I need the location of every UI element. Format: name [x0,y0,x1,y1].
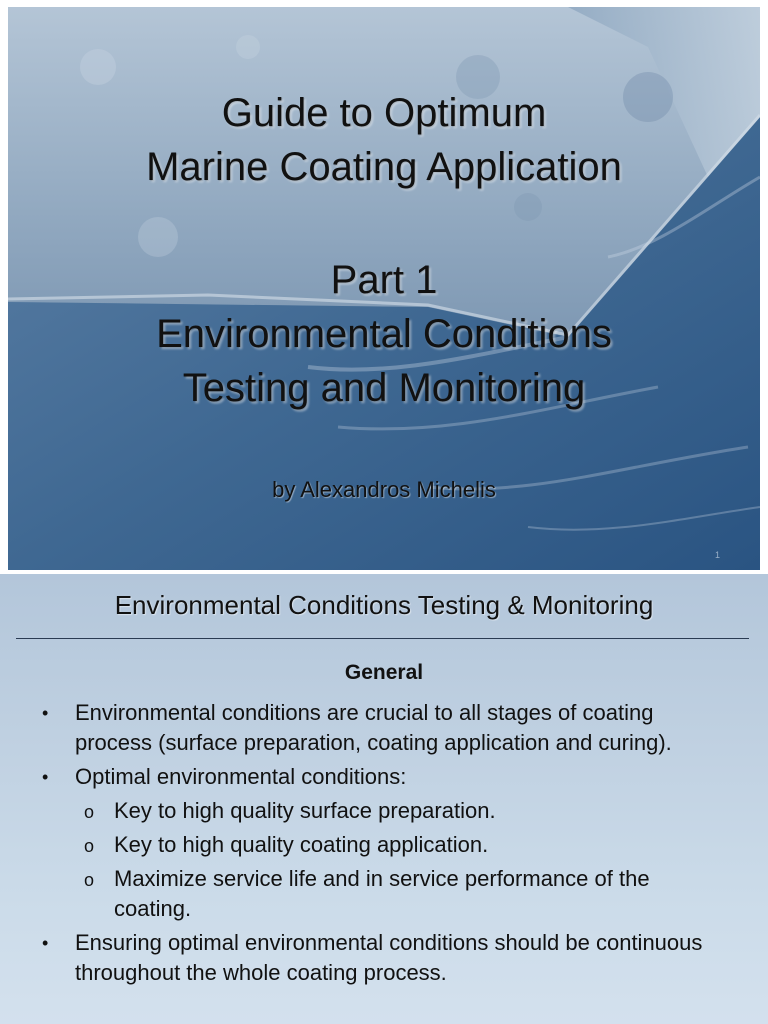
title-slide [8,7,760,570]
slide-number: 1 [714,550,720,560]
sub-bullet-text: Maximize service life and in service performance of the coating. [114,866,650,921]
sub-bullet-marker: o [84,836,95,856]
sub-bullet-marker: o [84,802,95,822]
bullet-item [0,762,768,792]
subtitle-line: Testing and Monitoring [182,366,586,410]
subtitle-line: Part 1 [330,258,438,302]
sub-bullet-item [0,830,768,860]
title-line: Marine Coating Application [146,145,622,189]
bullet-text: Optimal environmental conditions: [75,764,407,789]
sub-bullet-item [0,796,768,826]
section-subheading: General [344,661,424,684]
bullet-text: Environmental conditions are crucial to all stages of coating process (surface preparation, coating application and curing). [75,700,672,755]
slide-heading: Environmental Conditions Testing & Monitoring [114,590,654,620]
heading-divider [16,638,749,639]
author-byline: by Alexandros Michelis [272,477,496,502]
sub-bullet-item [0,864,768,924]
bullet-list [0,698,768,992]
subtitle-line: Environmental Conditions [156,312,612,356]
sub-bullet-marker: o [84,870,95,890]
bullet-item [0,928,768,988]
title-slide-text [8,7,760,570]
content-slide [0,574,768,1024]
sub-bullet-text: Key to high quality surface preparation. [114,798,496,823]
sub-bullet-text: Key to high quality coating application. [114,832,489,857]
slide-subtitle [8,253,760,415]
bullet-marker: • [42,933,49,953]
bullet-marker: • [42,703,49,723]
bullet-marker: • [42,767,49,787]
slide-title [8,86,760,194]
bullet-text: Ensuring optimal environmental conditions should be continuous throughout the whole coating process. [75,930,703,985]
bullet-item [0,698,768,758]
title-line: Guide to Optimum [221,91,547,135]
